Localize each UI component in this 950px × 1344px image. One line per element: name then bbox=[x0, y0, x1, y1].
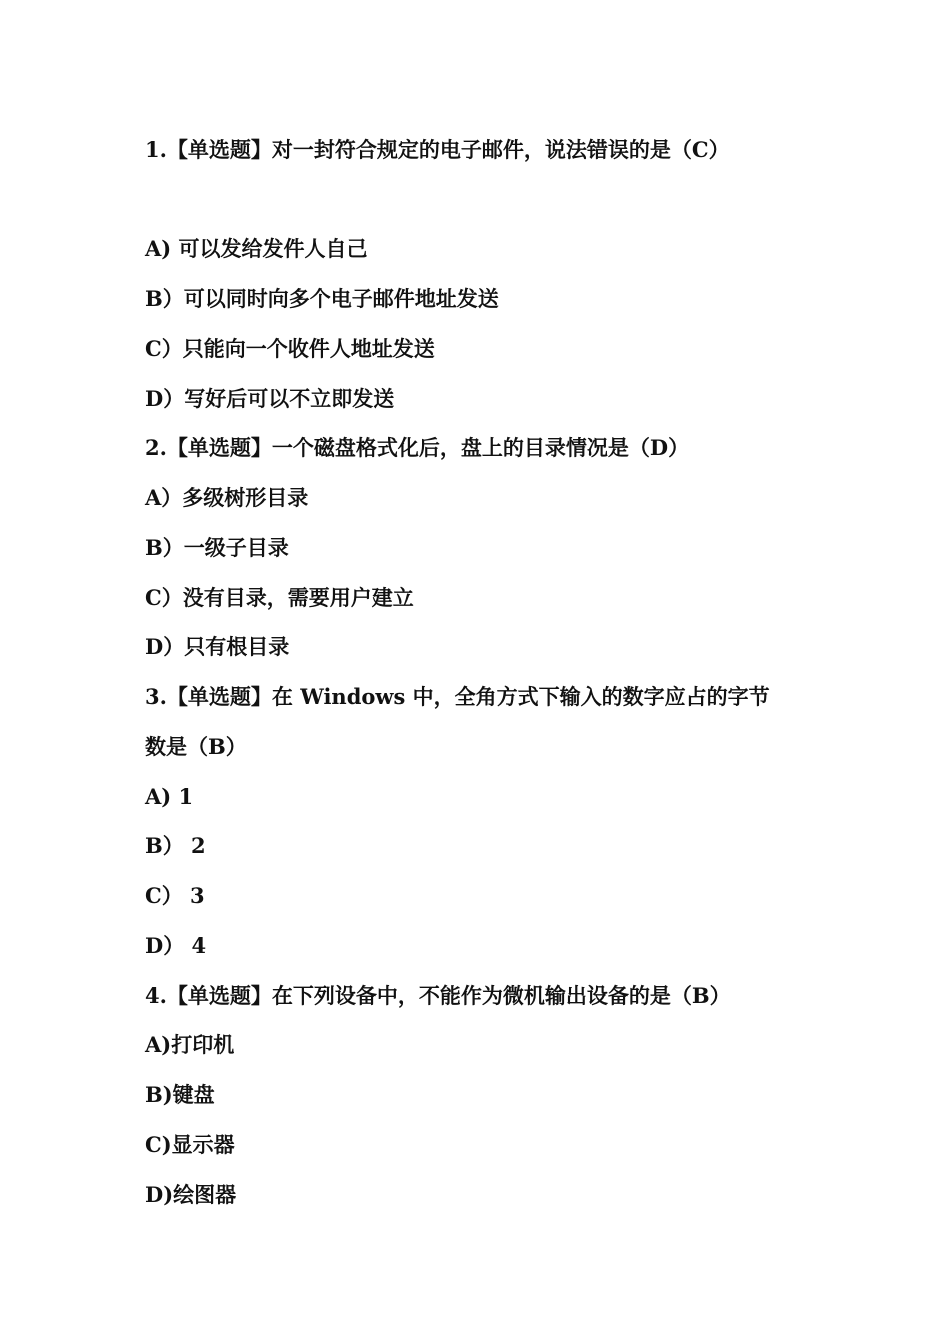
question-2-option-d: D）只有根目录 bbox=[145, 634, 290, 659]
question-3-option-d: D） 4 bbox=[145, 933, 207, 958]
question-1-option-c: C）只能向一个收件人地址发送 bbox=[145, 336, 435, 361]
question-3-option-b: B） 2 bbox=[145, 833, 206, 858]
question-2-stem: 2.【单选题】一个磁盘格式化后，盘上的目录情况是（D） bbox=[145, 435, 690, 460]
question-1-option-b: B）可以同时向多个电子邮件地址发送 bbox=[145, 286, 499, 311]
question-2-option-c: C）没有目录，需要用户建立 bbox=[145, 585, 414, 610]
question-1-stem: 1.【单选题】对一封符合规定的电子邮件，说法错误的是（C） bbox=[145, 137, 730, 162]
question-4-option-c: C)显示器 bbox=[145, 1132, 235, 1157]
question-4-option-b: B)键盘 bbox=[145, 1082, 215, 1107]
question-2-option-b: B）一级子目录 bbox=[145, 535, 289, 560]
question-1-option-a: A) 可以发给发件人自己 bbox=[145, 236, 368, 261]
question-3-stem-line-1: 3.【单选题】在 Windows 中，全角方式下输入的数字应占的字节 bbox=[145, 684, 770, 709]
question-3-option-a: A) 1 bbox=[145, 784, 194, 809]
question-2-option-a: A）多级树形目录 bbox=[145, 485, 309, 510]
question-3-option-c: C） 3 bbox=[145, 883, 205, 908]
question-4-stem: 4.【单选题】在下列设备中，不能作为微机输出设备的是（B） bbox=[145, 983, 731, 1008]
question-4-option-a: A)打印机 bbox=[145, 1032, 235, 1057]
question-4-option-d: D)绘图器 bbox=[145, 1182, 237, 1207]
question-3-stem-line-2: 数是（B） bbox=[145, 734, 247, 759]
question-1-option-d: D）写好后可以不立即发送 bbox=[145, 386, 395, 411]
